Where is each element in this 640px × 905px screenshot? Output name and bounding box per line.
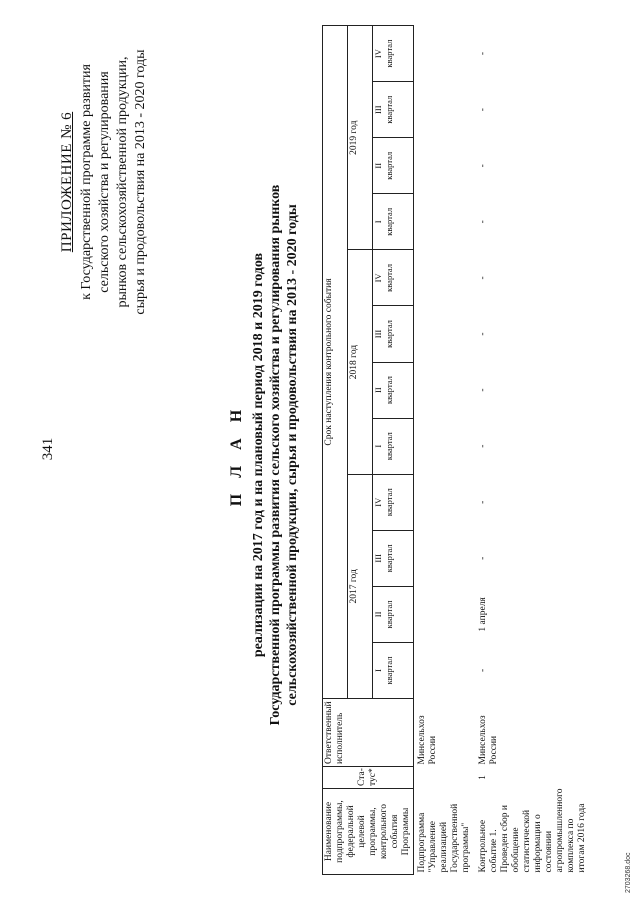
header-executor: Ответственный исполнитель (323, 699, 414, 767)
quarter-numeral: II (372, 611, 383, 618)
row-cell (414, 194, 476, 250)
plan-subtitle-line: реализации на 2017 год и на плановый период 2018 и 2019 годов (251, 252, 266, 658)
appendix-line: сырья и продовольствия на 2013 - 2020 годы (133, 49, 148, 315)
row-cell (414, 82, 476, 138)
row-cell (414, 138, 476, 194)
row-cell: - (478, 556, 488, 560)
row-status: 1 (478, 775, 488, 780)
year-header: 2019 год (347, 26, 372, 250)
plan-subtitle-line: сельскохозяйственной продукции, сырья и продовольствия на 2013 - 2020 годы (285, 204, 300, 706)
row-cell: 1 апреля (478, 597, 488, 632)
appendix-line: сельского хозяйства и регулирования (97, 71, 112, 293)
quarter-word: квартал (383, 207, 394, 236)
quarter-header (372, 26, 413, 82)
quarter-header (372, 530, 413, 586)
plan-subtitle-line: Государственной программы развития сельского хозяйства и регулирования рынков (268, 184, 283, 726)
quarter-numeral: IV (372, 497, 383, 507)
quarter-word: квартал (383, 263, 394, 292)
quarter-numeral: IV (372, 273, 383, 283)
quarter-header (372, 194, 413, 250)
quarter-numeral: III (372, 554, 383, 563)
row-executor: Минсельхоз России (417, 715, 438, 765)
quarter-header (372, 418, 413, 474)
row-cell: - (478, 108, 488, 112)
quarter-header (372, 306, 413, 362)
row-cell (414, 26, 476, 82)
quarter-word: квартал (383, 151, 394, 180)
row-cell: - (478, 220, 488, 224)
row-cell (414, 474, 476, 530)
row-cell (414, 306, 476, 362)
header-status: Ста-тус* (323, 767, 414, 789)
quarter-word: квартал (383, 544, 394, 573)
appendix-line: к Государственной программе развития (79, 64, 94, 300)
quarter-word: квартал (383, 95, 394, 124)
quarter-header (372, 250, 413, 306)
row-cell: - (478, 51, 488, 56)
quarter-numeral: III (372, 329, 383, 339)
quarter-numeral: III (372, 105, 383, 114)
row-name: Подпрограмма "Управление реализацией Государственной программы" (417, 803, 471, 873)
quarter-numeral: II (372, 387, 383, 393)
plan-subtitle (250, 95, 301, 815)
row-cell (414, 530, 476, 586)
plan-table-body (414, 26, 592, 875)
quarter-word: квартал (383, 376, 394, 404)
plan-title: П Л А Н (228, 403, 245, 507)
quarter-header (372, 82, 413, 138)
row-cell (414, 586, 476, 642)
row-status (414, 767, 476, 789)
row-cell: - (478, 388, 488, 392)
row-cell: - (478, 668, 488, 673)
row-name: Контрольное событие 1. Проведен сбор и обобщение статистической информации о состоянии агропромышленного комплекса по итогам 2016 года (478, 788, 587, 873)
plan-table (322, 25, 591, 875)
header-name: Наименование подпрограммы, федеральной целевой программы, контрольного события Программы (323, 789, 414, 875)
header-deadline: Срок наступления контрольного события (323, 26, 348, 699)
row-cell (414, 418, 476, 474)
row-cell: - (478, 276, 488, 280)
quarter-numeral: II (372, 162, 383, 169)
quarter-word: квартал (383, 320, 394, 348)
document-code: 2703268.doc (625, 852, 632, 893)
row-cell (414, 642, 476, 698)
quarter-word: квартал (383, 432, 394, 461)
quarter-header (372, 642, 413, 698)
quarter-word: квартал (383, 600, 394, 629)
year-header: 2018 год (347, 250, 372, 474)
appendix-title: ПРИЛОЖЕНИЕ № 6 (59, 111, 75, 253)
row-cell (414, 362, 476, 418)
row-cell: - (478, 164, 488, 168)
quarter-word: квартал (383, 488, 394, 517)
year-header: 2017 год (347, 474, 372, 698)
appendix-line: рынков сельскохозяйственной продукции, (115, 56, 130, 308)
row-cell (414, 250, 476, 306)
quarter-header (372, 474, 413, 530)
quarter-word: квартал (383, 656, 394, 685)
row-cell: - (478, 500, 488, 504)
row-executor: Минсельхоз России (478, 715, 499, 765)
appendix-block (58, 12, 150, 352)
quarter-header (372, 138, 413, 194)
quarter-header (372, 362, 413, 418)
row-cell: - (478, 332, 488, 336)
quarter-numeral: I (372, 669, 383, 672)
quarter-numeral: IV (372, 49, 383, 59)
quarter-numeral: I (372, 220, 383, 224)
quarter-word: квартал (383, 39, 394, 68)
quarter-header (372, 586, 413, 642)
page-number: 341 (40, 437, 56, 461)
quarter-numeral: I (372, 444, 383, 448)
table-row (414, 26, 476, 875)
table-row (475, 26, 591, 875)
row-cell: - (478, 444, 488, 448)
